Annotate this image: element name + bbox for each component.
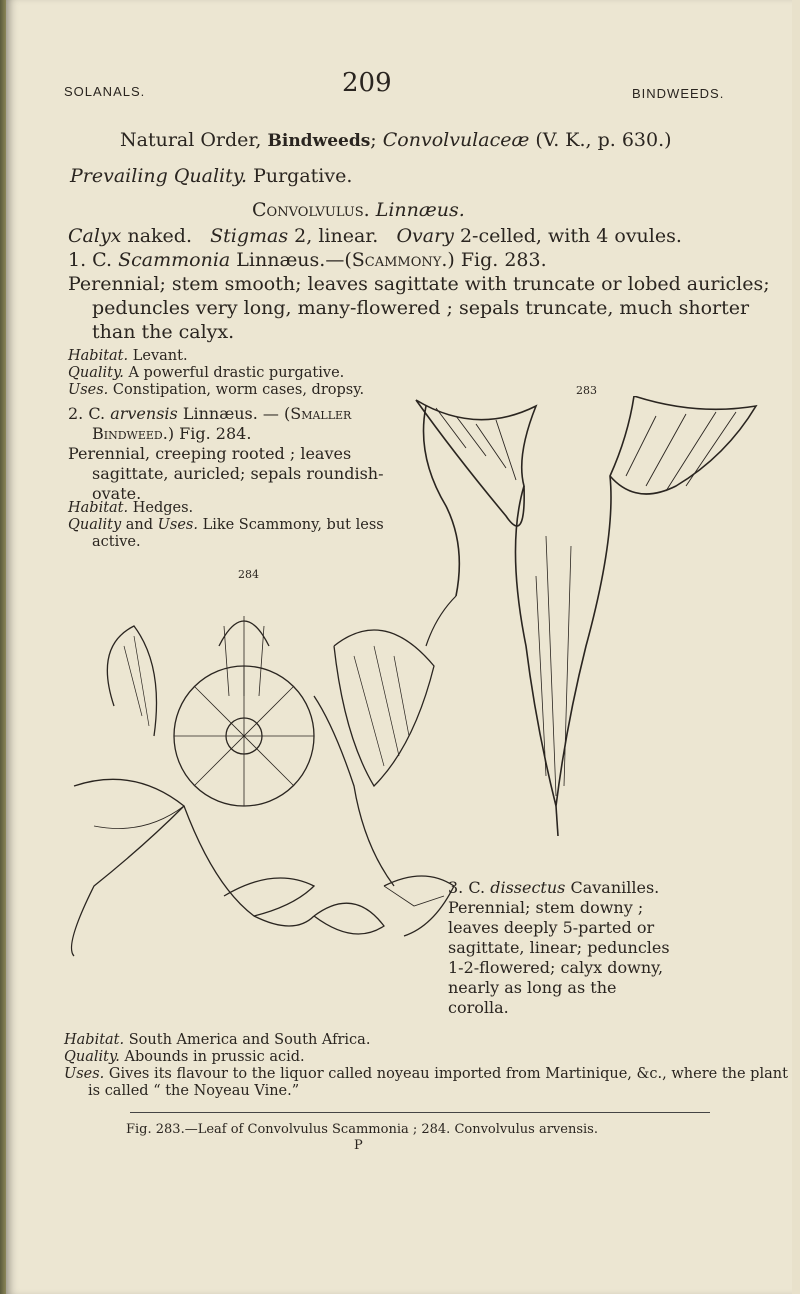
signature-mark: P [354,1138,363,1153]
species-2-habitat [68,500,193,517]
book-page [6,0,792,1294]
sp3-uses-label: Uses. [64,1066,105,1082]
species-2-quality-uses [68,517,422,551]
sp3-author: Cavanilles. [570,878,660,897]
genus-name: Convolvulus. [252,199,370,221]
figure-caption: Fig. 283.—Leaf of Convolvulus Scammonia ; 284. Convolvulus arvensis. [126,1122,598,1137]
sp1-habitat-value: Levant. [132,348,188,364]
sp3-uses-value: Gives its flavour to the liquor called noyeau imported from Martinique, &c., where the plant is called “ the Noyeau Vine.” [88,1066,788,1099]
order-latin: Convolvulaceæ [382,129,530,151]
fig-284-label: 284 [238,568,259,581]
genus-description [68,224,682,248]
sp2-figure-ref: ) Fig. 284. [167,424,252,443]
sp2-quality-uses-value: Like Scammony, but less active. [92,517,384,550]
genus-author: Linnæus. [375,199,465,221]
species-3-uses [64,1066,788,1100]
sp1-quality-value: A powerful drastic purgative. [128,365,345,381]
species-1-habitat [68,348,188,365]
running-head-left: SOLANALS. [64,84,146,99]
species-3-quality [64,1049,305,1066]
sp1-number: 1. C. [68,249,113,271]
sp3-quality-label: Quality. [64,1049,120,1065]
sp3-quality-value: Abounds in prussic acid. [124,1049,305,1065]
species-1-description: Perennial; stem smooth; leaves sagittate with truncate or lobed auricles; peduncles very long, many-flowered ; sepals truncate, much shorter than the calyx. [68,273,770,343]
prevailing-quality [70,164,352,188]
sp1-uses-value: Constipation, worm cases, dropsy. [112,382,365,398]
sp2-and: and [125,517,154,533]
species-1-quality [68,365,344,382]
footnote-rule [130,1112,710,1113]
calyx-value: naked. [127,225,192,247]
sp1-uses-label: Uses. [68,382,109,398]
sp2-number: 2. C. [68,404,106,423]
running-head-right: BINDWEEDS. [632,86,725,101]
sp1-name: Scammonia [118,249,231,271]
sp1-habitat-label: Habitat. [68,348,129,364]
sp2-author: Linnæus. — ( [182,404,291,423]
species-2-block [68,404,388,504]
sp3-habitat-value: South America and South Africa. [128,1032,371,1048]
quality-value: Purgative. [253,165,353,187]
order-prefix: Natural Order, [120,129,262,151]
order-reference: (V. K., p. 630.) [535,129,672,151]
sp3-name: dissectus [490,878,566,897]
species-3-block [448,878,670,1018]
quality-label: Prevailing Quality. [70,165,248,187]
sp2-habitat-label: Habitat. [68,500,129,516]
species-3-description: Perennial; stem downy ; leaves deeply 5-parted or sagittate, linear; peduncles 1-2-flowered; calyx downy, nearly as long as the corolla. [448,898,670,1017]
species-3-habitat [64,1032,370,1049]
calyx-label: Calyx [68,225,122,247]
stigmas-value: 2, linear. [294,225,379,247]
species-1-uses [68,382,364,399]
species-2-description: Perennial, creeping rooted ; leaves sagittate, auricled; sepals roundish-ovate. [68,444,384,503]
sp2-uses-label: Uses. [157,517,198,533]
species-1-heading [68,248,547,272]
sp2-habitat-value: Hedges. [132,500,194,516]
sp2-quality-label: Quality [68,517,122,533]
ovary-label: Ovary [396,225,454,247]
sp1-figure-ref: ) Fig. 283. [447,249,547,271]
fig-283-label: 283 [576,384,597,397]
natural-order-line: Natural Order, Bindweeds; Convolvulaceæ (V. K., p. 630.) [120,129,672,151]
species-3-heading [448,878,670,898]
species-2-heading [68,404,388,444]
order-blackletter: Bindweeds [267,131,371,151]
page-number: 209 [342,68,392,98]
sp3-habitat-label: Habitat. [64,1032,125,1048]
sp1-common-name: Scammony. [351,249,448,271]
stigmas-label: Stigmas [210,225,289,247]
sp2-name: arvensis [110,404,178,423]
fig-284-bindweed-illustration [54,586,504,960]
sp1-author: Linnæus.—( [236,249,352,271]
ovary-value: 2-celled, with 4 ovules. [459,225,682,247]
sp3-number: 3. C. [448,878,486,897]
genus-heading [252,198,465,222]
sp1-quality-label: Quality. [68,365,124,381]
sp2-common-name: Smaller Bindweed. [92,404,352,443]
